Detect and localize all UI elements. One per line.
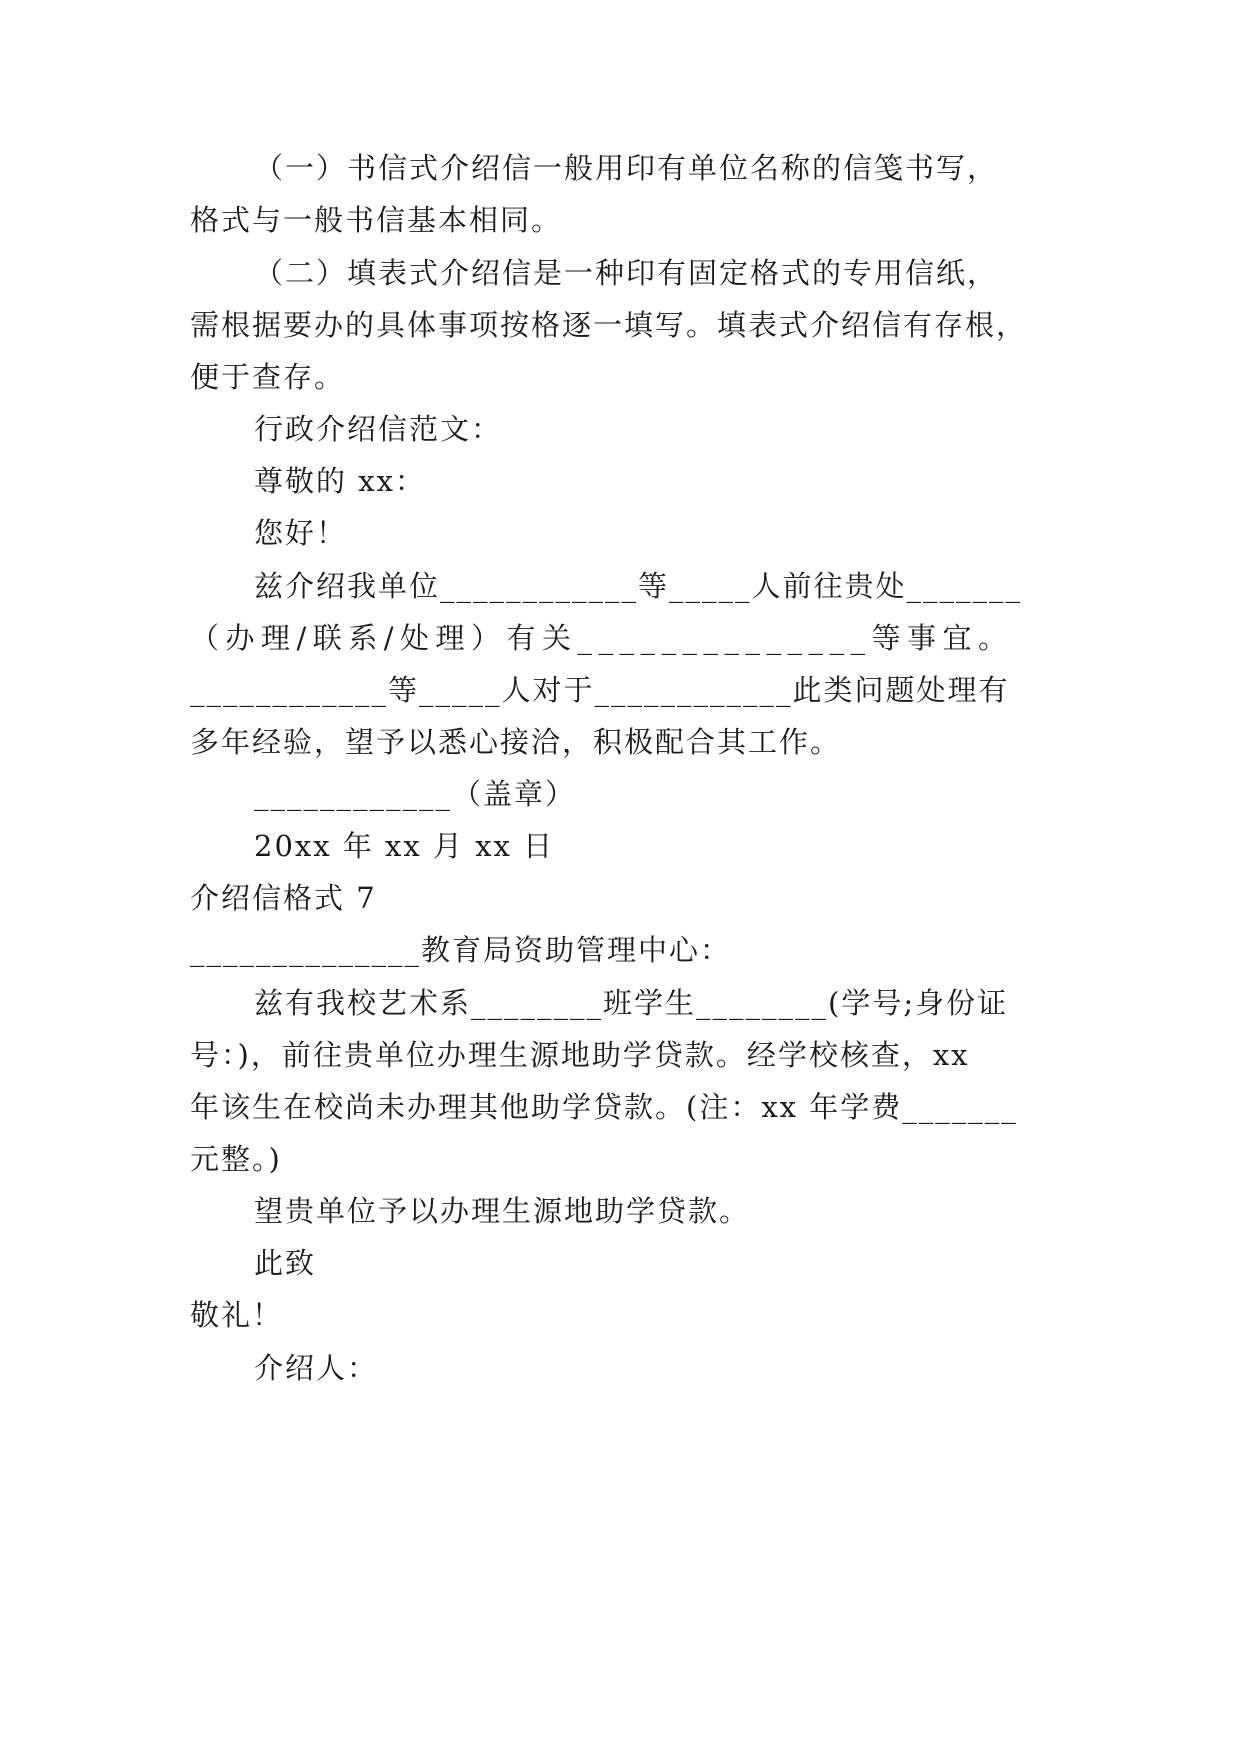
- section-heading: 介绍信格式 7: [190, 881, 377, 915]
- closing-line: 此致: [254, 1246, 317, 1280]
- paragraph-line: 需根据要办的具体事项按格逐一填写。填表式介绍信有存根，: [190, 308, 1028, 342]
- paragraph-line: 兹介绍我单位____________等_____人前往贵处_______: [254, 569, 1023, 603]
- paragraph-line: 行政介绍信范文：: [254, 412, 503, 446]
- paragraph-line: 格式与一般书信基本相同。: [190, 203, 563, 237]
- paragraph-line: （二）填表式介绍信是一种印有固定格式的专用信纸，: [254, 256, 999, 290]
- introducer-line: 介绍人：: [254, 1351, 379, 1385]
- paragraph-line: ____________等_____人对于____________此类问题处理有: [190, 673, 1010, 707]
- seal-line: ____________（盖章）: [254, 777, 577, 811]
- paragraph-line: （一）书信式介绍信一般用印有单位名称的信笺书写，: [254, 151, 999, 185]
- paragraph-line: 年该生在校尚未办理其他助学贷款。(注：xx 年学费_______: [190, 1090, 1018, 1124]
- salutation: 尊敬的 xx：: [254, 464, 426, 498]
- paragraph-line: 多年经验，望予以悉心接洽，积极配合其工作。: [190, 725, 842, 759]
- closing-line: 敬礼！: [190, 1298, 284, 1332]
- paragraph-line: 号：)，前往贵单位办理生源地助学贷款。经学校核查，xx: [190, 1038, 970, 1072]
- paragraph-line: 便于查存。: [190, 360, 346, 394]
- greeting: 您好！: [254, 516, 348, 550]
- paragraph-line: 元整。): [190, 1142, 282, 1176]
- paragraph-line: （办理/联系/处理）有关______________等事宜。: [190, 621, 1014, 655]
- date-line: 20xx 年 xx 月 xx 日: [254, 829, 555, 863]
- recipient-line: ______________教育局资助管理中心：: [190, 933, 732, 967]
- paragraph-line: 兹有我校艺术系________班学生________(学号;身份证: [254, 986, 1009, 1020]
- paragraph-line: 望贵单位予以办理生源地助学贷款。: [254, 1194, 751, 1228]
